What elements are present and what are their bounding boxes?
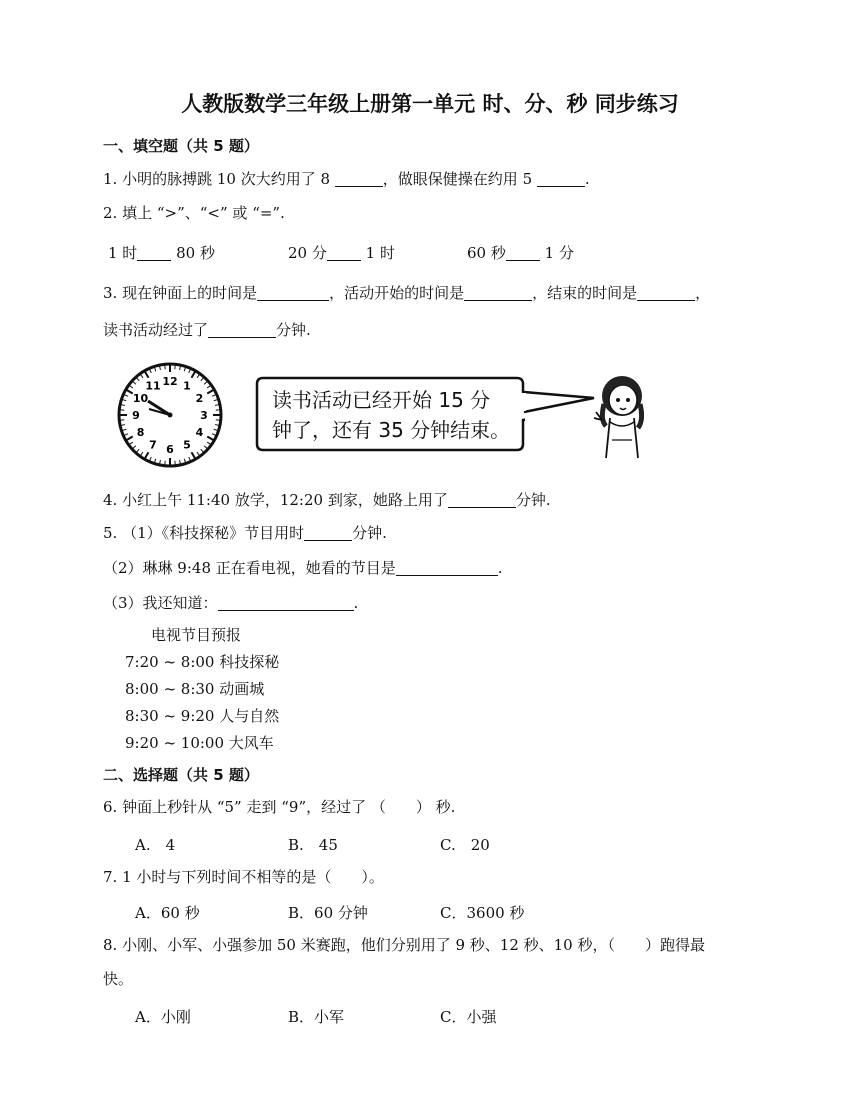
q5-blank-2[interactable] xyxy=(396,559,498,576)
q1-text-a: 1. 小明的脉搏跳 10 次大约用了 8 xyxy=(103,170,335,188)
clock-number: 6 xyxy=(166,443,174,456)
clock-center xyxy=(168,413,173,418)
q8-option-c[interactable]: C．小强 xyxy=(440,1008,497,1026)
bubble-line-1: 读书活动已经开始 15 分 xyxy=(272,388,491,412)
schedule-row: 8:00 ~ 8:30 动画城 xyxy=(125,680,265,698)
question-7: 7. 1 小时与下列时间不相等的是（ ）。 xyxy=(103,868,384,886)
schedule-row: 8:30 ~ 9:20 人与自然 xyxy=(125,707,280,725)
section-heading-fill: 一、填空题（共 5 题） xyxy=(103,137,259,155)
question-2: 2. 填上 “>”、“<” 或 “=”. xyxy=(103,204,285,222)
q5-blank-3[interactable] xyxy=(218,594,354,611)
speech-bubble-tail xyxy=(520,388,600,418)
q6-option-a[interactable]: A. 4 xyxy=(135,836,176,854)
clock-face xyxy=(115,360,225,470)
q5-text-c: （2）琳琳 9:48 正在看电视，她看的节目是 xyxy=(103,559,396,577)
q7-option-c[interactable]: C．3600 秒 xyxy=(440,904,525,922)
q3-text-d: ， xyxy=(695,284,711,302)
schedule-row: 9:20 ~ 10:00 大风车 xyxy=(125,734,274,752)
q5-text-d: . xyxy=(497,559,503,577)
page-title: 人教版数学三年级上册第一单元 时、分、秒 同步练习 xyxy=(181,92,679,116)
question-5-3 xyxy=(103,593,358,613)
q3-blank-4[interactable] xyxy=(208,321,276,338)
q7-option-a[interactable]: A．60 秒 xyxy=(135,904,200,922)
clock-number: 5 xyxy=(183,438,191,452)
q8-option-a[interactable]: A．小刚 xyxy=(135,1008,191,1026)
question-4 xyxy=(103,490,551,510)
q6-option-c[interactable]: C. 20 xyxy=(440,836,490,854)
clock-number: 11 xyxy=(145,379,161,393)
q2-blank-3[interactable] xyxy=(506,244,540,261)
q1-text-b: ，做眼保健操在约用 5 xyxy=(382,170,537,188)
question-3 xyxy=(103,283,710,303)
question-8: 8. 小刚、小军、小强参加 50 米赛跑，他们分别用了 9 秒、12 秒、10 秒，（ ）跑得最 xyxy=(103,936,705,954)
question-5-2 xyxy=(103,558,503,578)
q1-blank-1[interactable] xyxy=(335,170,383,187)
question-6: 6. 钟面上秒针从 “5” 走到 “9”，经过了 （ ） 秒. xyxy=(103,798,456,816)
q2-item-1 xyxy=(108,243,215,263)
q2-item-1-right: 80 秒 xyxy=(176,244,215,262)
q2-item-2-right: 1 时 xyxy=(365,244,395,262)
q4-text-a: 4. 小红上午 11:40 放学，12:20 到家，她路上用了 xyxy=(103,491,448,509)
bubble-line-2: 钟了，还有 35 分钟结束。 xyxy=(272,418,511,442)
q2-item-1-left: 1 时 xyxy=(108,244,138,262)
q3-blank-3[interactable] xyxy=(637,284,695,301)
clock-number: 3 xyxy=(200,409,208,422)
q3-text-a: 3. 现在钟面上的时间是 xyxy=(103,284,258,302)
question-1 xyxy=(103,169,590,189)
q1-blank-2[interactable] xyxy=(537,170,585,187)
q3-blank-2[interactable] xyxy=(464,284,532,301)
question-8-cont: 快。 xyxy=(103,970,134,988)
q3-text-e: 读书活动经过了 xyxy=(103,321,209,339)
q5-text-b: 分钟. xyxy=(352,524,387,542)
question-3-cont xyxy=(103,320,311,340)
q7-option-b[interactable]: B．60 分钟 xyxy=(288,904,368,922)
clock-number: 12 xyxy=(162,375,178,388)
q2-item-3-right: 1 分 xyxy=(544,244,574,262)
q2-blank-2[interactable] xyxy=(327,244,361,261)
girl-illustration xyxy=(592,370,648,462)
q2-item-2-left: 20 分 xyxy=(288,244,327,262)
clock-number: 10 xyxy=(132,392,149,405)
q6-option-b[interactable]: B. 45 xyxy=(288,836,338,854)
q5-text-e: （3）我还知道： xyxy=(103,594,218,612)
speech-bubble-text xyxy=(272,385,510,445)
q4-text-b: 分钟. xyxy=(515,491,551,509)
q1-text-c: . xyxy=(584,170,590,188)
q5-blank-1[interactable] xyxy=(304,524,352,541)
clock-number: 4 xyxy=(195,426,204,439)
clock-number: 7 xyxy=(149,438,157,452)
q5-text-a: 5. （1）《科技探秘》节目用时 xyxy=(103,524,305,542)
schedule-row: 7:20 ~ 8:00 科技探秘 xyxy=(125,653,280,671)
q3-text-f: 分钟. xyxy=(276,321,311,339)
q3-text-c: ，结束的时间是 xyxy=(532,284,638,302)
q2-item-3 xyxy=(467,243,574,263)
q2-blank-1[interactable] xyxy=(137,244,171,261)
q3-blank-1[interactable] xyxy=(257,284,329,301)
q8-option-b[interactable]: B．小军 xyxy=(288,1008,345,1026)
q4-blank[interactable] xyxy=(448,491,516,508)
clock-number: 1 xyxy=(183,379,191,393)
schedule-heading: 电视节目预报 xyxy=(151,626,242,644)
clock-number: 8 xyxy=(136,426,145,439)
section-heading-choice: 二、选择题（共 5 题） xyxy=(103,766,259,784)
question-5-1 xyxy=(103,523,387,543)
q5-text-f: . xyxy=(353,594,359,612)
q3-text-b: ，活动开始的时间是 xyxy=(329,284,465,302)
clock-number: 9 xyxy=(132,409,140,422)
clock-number: 2 xyxy=(195,392,204,405)
q2-item-2 xyxy=(288,243,395,263)
q2-item-3-left: 60 秒 xyxy=(467,244,506,262)
